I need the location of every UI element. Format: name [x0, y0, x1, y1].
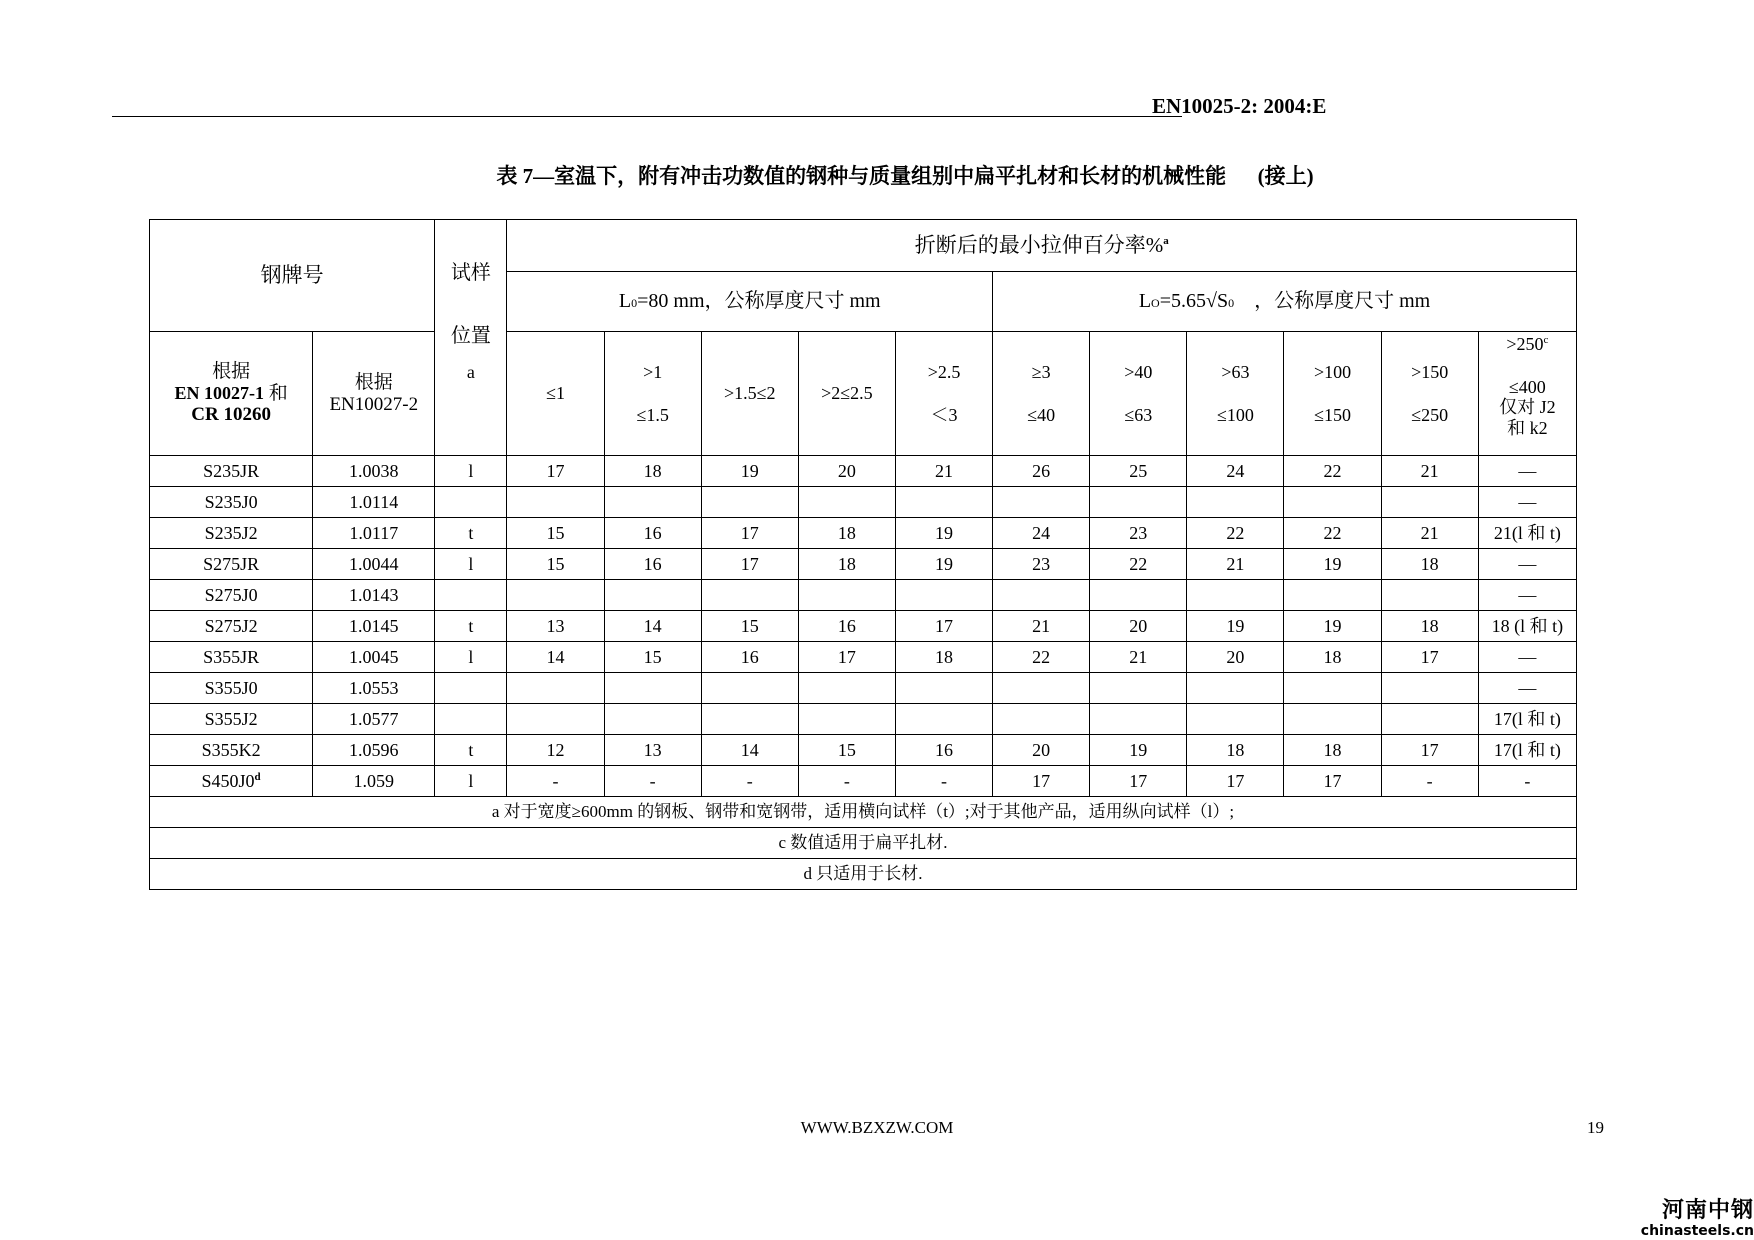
steel-number-cell: 1.0114: [313, 487, 435, 518]
elongation-value-cell: 22: [993, 642, 1090, 673]
elongation-value-cell: 18: [798, 518, 895, 549]
table-row: [150, 580, 1577, 611]
elongation-value-cell: [1284, 487, 1381, 518]
elongation-value-cell: 17: [1187, 766, 1284, 797]
elongation-value-cell: 17: [701, 518, 798, 549]
elongation-value-cell: [604, 673, 701, 704]
elongation-value-cell: [604, 487, 701, 518]
elongation-value-cell: [895, 673, 992, 704]
steel-name-cell: S450J0$^d$: [150, 766, 313, 797]
steel-number-cell: 1.0117: [313, 518, 435, 549]
elongation-value-cell: —: [1478, 580, 1576, 611]
elongation-value-cell: 19: [895, 518, 992, 549]
steel-number-cell: 1.0145: [313, 611, 435, 642]
table-row: [150, 673, 1577, 704]
table-row: [150, 642, 1577, 673]
elongation-value-cell: [1090, 673, 1187, 704]
sample-position-cell: t: [435, 611, 507, 642]
elongation-value-cell: 22: [1187, 518, 1284, 549]
elongation-value-cell: 20: [1187, 642, 1284, 673]
steel-name-cell: S355J0: [150, 673, 313, 704]
header-rule: [112, 116, 1182, 117]
en10027-2-header: 根据 EN10027-2: [313, 332, 435, 456]
sample-position-cell: l: [435, 549, 507, 580]
elongation-value-cell: [1187, 580, 1284, 611]
elongation-value-cell: 18 (l 和 t): [1478, 611, 1576, 642]
steel-number-cell: 1.0045: [313, 642, 435, 673]
watermark-cn: 河南中钢: [1661, 1198, 1754, 1223]
elongation-value-cell: 25: [1090, 456, 1187, 487]
elongation-value-cell: [1187, 673, 1284, 704]
elongation-value-cell: 23: [1090, 518, 1187, 549]
elongation-value-cell: 13: [604, 735, 701, 766]
elongation-value-cell: -: [1478, 766, 1576, 797]
elongation-value-cell: -: [701, 766, 798, 797]
table-row: [150, 487, 1577, 518]
elongation-value-cell: 23: [993, 549, 1090, 580]
steel-number-cell: 1.059: [313, 766, 435, 797]
thickness-150-250: >150 ≤250: [1381, 332, 1478, 456]
elongation-value-cell: 20: [798, 456, 895, 487]
elongation-value-cell: —: [1478, 642, 1576, 673]
sample-position-cell: [435, 704, 507, 735]
elongation-value-cell: 14: [701, 735, 798, 766]
mechanical-properties-table: [149, 219, 1577, 890]
elongation-value-cell: 17: [1381, 642, 1478, 673]
elongation-value-cell: 17: [1381, 735, 1478, 766]
elongation-value-cell: [1090, 487, 1187, 518]
elongation-value-cell: [1381, 580, 1478, 611]
elongation-value-cell: [798, 673, 895, 704]
elongation-value-cell: -: [507, 766, 604, 797]
elongation-value-cell: [701, 673, 798, 704]
elongation-value-cell: 18: [1284, 642, 1381, 673]
elongation-value-cell: [701, 487, 798, 518]
footnote-d: d 只适用于长材.: [150, 859, 1577, 890]
elongation-value-cell: 13: [507, 611, 604, 642]
thickness-3-40: ≥3 ≤40: [993, 332, 1090, 456]
elongation-value-cell: [895, 580, 992, 611]
elongation-value-cell: 20: [993, 735, 1090, 766]
elongation-value-cell: 17: [798, 642, 895, 673]
elongation-value-cell: 16: [604, 518, 701, 549]
elongation-value-cell: [701, 580, 798, 611]
table-row: [150, 549, 1577, 580]
elongation-value-cell: 19: [895, 549, 992, 580]
thickness-40-63: >40 ≤63: [1090, 332, 1187, 456]
elongation-value-cell: 17: [895, 611, 992, 642]
elongation-value-cell: —: [1478, 549, 1576, 580]
elongation-value-cell: 18: [1381, 549, 1478, 580]
elongation-value-cell: [895, 704, 992, 735]
elongation-value-cell: 14: [604, 611, 701, 642]
elongation-value-cell: [507, 704, 604, 735]
elongation-value-cell: 17: [1090, 766, 1187, 797]
elongation-value-cell: 24: [1187, 456, 1284, 487]
steel-name-cell: S355K2: [150, 735, 313, 766]
elongation-value-cell: 26: [993, 456, 1090, 487]
elongation-value-cell: [798, 704, 895, 735]
elongation-value-cell: 19: [1187, 611, 1284, 642]
elongation-value-cell: 21: [993, 611, 1090, 642]
elongation-value-cell: 19: [701, 456, 798, 487]
sample-position-cell: l: [435, 642, 507, 673]
elongation-value-cell: 15: [798, 735, 895, 766]
elongation-value-cell: 14: [507, 642, 604, 673]
elongation-value-cell: 15: [701, 611, 798, 642]
elongation-value-cell: [1381, 704, 1478, 735]
elongation-value-cell: [1284, 704, 1381, 735]
thickness-100-150: >100 ≤150: [1284, 332, 1381, 456]
steel-number-cell: 1.0143: [313, 580, 435, 611]
steel-name-cell: S235J0: [150, 487, 313, 518]
steel-name-cell: S275J0: [150, 580, 313, 611]
thickness-63-100: >63 ≤100: [1187, 332, 1284, 456]
footnote-a: a 对于宽度≥600mm 的钢板、钢带和宽钢带，适用横向试样（t）;对于其他产品，适用纵向试样（l）;: [150, 797, 1577, 828]
elongation-value-cell: [507, 487, 604, 518]
gauge-length-80-header: L0=80 mm，公称厚度尺寸 mm: [507, 272, 993, 332]
elongation-value-cell: [1381, 487, 1478, 518]
thickness-le1: ≤1: [507, 332, 604, 456]
sample-position-cell: [435, 673, 507, 704]
elongation-value-cell: [895, 487, 992, 518]
steel-number-cell: 1.0553: [313, 673, 435, 704]
en10027-1-header: 根据 EN 10027-1 和 CR 10260: [150, 332, 313, 456]
thickness-2-2.5: >2≤2.5: [798, 332, 895, 456]
steel-name-cell: S275J2: [150, 611, 313, 642]
elongation-header: 折断后的最小拉伸百分率%$^a$: [507, 220, 1577, 272]
footnote-c: c 数值适用于扁平扎材.: [150, 828, 1577, 859]
steel-name-cell: S235JR: [150, 456, 313, 487]
elongation-value-cell: [798, 580, 895, 611]
elongation-value-cell: 18: [1187, 735, 1284, 766]
elongation-value-cell: 21(l 和 t): [1478, 518, 1576, 549]
watermark-logo: [1640, 1200, 1754, 1238]
steel-name-cell: S275JR: [150, 549, 313, 580]
elongation-value-cell: [798, 487, 895, 518]
elongation-value-cell: 17: [1284, 766, 1381, 797]
elongation-value-cell: 15: [507, 518, 604, 549]
elongation-value-cell: 17(l 和 t): [1478, 704, 1576, 735]
elongation-value-cell: [1381, 673, 1478, 704]
elongation-value-cell: -: [895, 766, 992, 797]
elongation-value-cell: 21: [1187, 549, 1284, 580]
elongation-value-cell: -: [798, 766, 895, 797]
elongation-value-cell: 18: [604, 456, 701, 487]
steel-number-cell: 1.0044: [313, 549, 435, 580]
elongation-value-cell: 19: [1284, 611, 1381, 642]
elongation-value-cell: [1090, 580, 1187, 611]
elongation-value-cell: 17: [701, 549, 798, 580]
steel-number-cell: 1.0596: [313, 735, 435, 766]
table-row: [150, 704, 1577, 735]
sample-position-cell: t: [435, 518, 507, 549]
table-row: [150, 456, 1577, 487]
sample-position-cell: t: [435, 735, 507, 766]
elongation-value-cell: [993, 580, 1090, 611]
elongation-value-cell: [993, 704, 1090, 735]
steel-name-cell: S355JR: [150, 642, 313, 673]
gauge-length-565-header: LO=5.65√S0 ，公称厚度尺寸 mm: [993, 272, 1577, 332]
sample-position-cell: l: [435, 456, 507, 487]
elongation-value-cell: 22: [1284, 518, 1381, 549]
elongation-value-cell: [1284, 580, 1381, 611]
elongation-value-cell: -: [1381, 766, 1478, 797]
elongation-value-cell: 19: [1284, 549, 1381, 580]
elongation-value-cell: [507, 580, 604, 611]
elongation-value-cell: 21: [895, 456, 992, 487]
elongation-value-cell: [1090, 704, 1187, 735]
elongation-value-cell: 22: [1284, 456, 1381, 487]
elongation-value-cell: 15: [604, 642, 701, 673]
elongation-value-cell: [507, 673, 604, 704]
table-title: 表 7—室温下，附有冲击功数值的钢种与质量组别中扁平扎材和长材的机械性能 (接上): [496, 164, 1314, 188]
elongation-value-cell: 18: [1381, 611, 1478, 642]
elongation-value-cell: 17: [507, 456, 604, 487]
elongation-value-cell: 24: [993, 518, 1090, 549]
elongation-value-cell: 20: [1090, 611, 1187, 642]
elongation-value-cell: 18: [1284, 735, 1381, 766]
sample-position-cell: l: [435, 766, 507, 797]
elongation-value-cell: 16: [798, 611, 895, 642]
thickness-250-400: $>250^c$ ≤400 仅对 J2 和 k2: [1478, 332, 1576, 456]
elongation-value-cell: —: [1478, 673, 1576, 704]
document-code: EN10025-2: 2004:E: [1152, 94, 1327, 118]
steel-number-cell: 1.0038: [313, 456, 435, 487]
elongation-value-cell: -: [604, 766, 701, 797]
elongation-value-cell: 21: [1090, 642, 1187, 673]
table-row: [150, 735, 1577, 766]
elongation-value-cell: 18: [798, 549, 895, 580]
elongation-value-cell: 19: [1090, 735, 1187, 766]
elongation-value-cell: 12: [507, 735, 604, 766]
steel-grade-header: 钢牌号: [150, 220, 435, 332]
sample-position-cell: [435, 487, 507, 518]
elongation-value-cell: 15: [507, 549, 604, 580]
table-row: [150, 611, 1577, 642]
steel-name-cell: S355J2: [150, 704, 313, 735]
thickness-1-1.5: >1 ≤1.5: [604, 332, 701, 456]
elongation-value-cell: [1187, 487, 1284, 518]
elongation-value-cell: [1187, 704, 1284, 735]
steel-number-cell: 1.0577: [313, 704, 435, 735]
sample-position-cell: [435, 580, 507, 611]
table-row: [150, 766, 1577, 797]
elongation-value-cell: 21: [1381, 456, 1478, 487]
thickness-2.5-3: >2.5 ＜3: [895, 332, 992, 456]
elongation-value-cell: [993, 487, 1090, 518]
elongation-value-cell: 22: [1090, 549, 1187, 580]
table-row: [150, 518, 1577, 549]
sample-position-header: 试样 位置 a: [435, 220, 507, 456]
elongation-value-cell: 16: [604, 549, 701, 580]
thickness-1.5-2: >1.5≤2: [701, 332, 798, 456]
elongation-value-cell: [604, 580, 701, 611]
elongation-value-cell: 17: [993, 766, 1090, 797]
elongation-value-cell: —: [1478, 487, 1576, 518]
elongation-value-cell: 18: [895, 642, 992, 673]
elongation-value-cell: [701, 704, 798, 735]
elongation-value-cell: 17(l 和 t): [1478, 735, 1576, 766]
elongation-value-cell: 16: [701, 642, 798, 673]
elongation-value-cell: —: [1478, 456, 1576, 487]
elongation-value-cell: [604, 704, 701, 735]
footer-url: WWW.BZXZW.COM: [800, 1118, 954, 1137]
elongation-value-cell: [1284, 673, 1381, 704]
elongation-value-cell: [993, 673, 1090, 704]
steel-name-cell: S235J2: [150, 518, 313, 549]
watermark-en: chinasteels.cn: [1640, 1223, 1754, 1239]
page-number: 19: [1587, 1118, 1604, 1137]
elongation-value-cell: 16: [895, 735, 992, 766]
elongation-value-cell: 21: [1381, 518, 1478, 549]
